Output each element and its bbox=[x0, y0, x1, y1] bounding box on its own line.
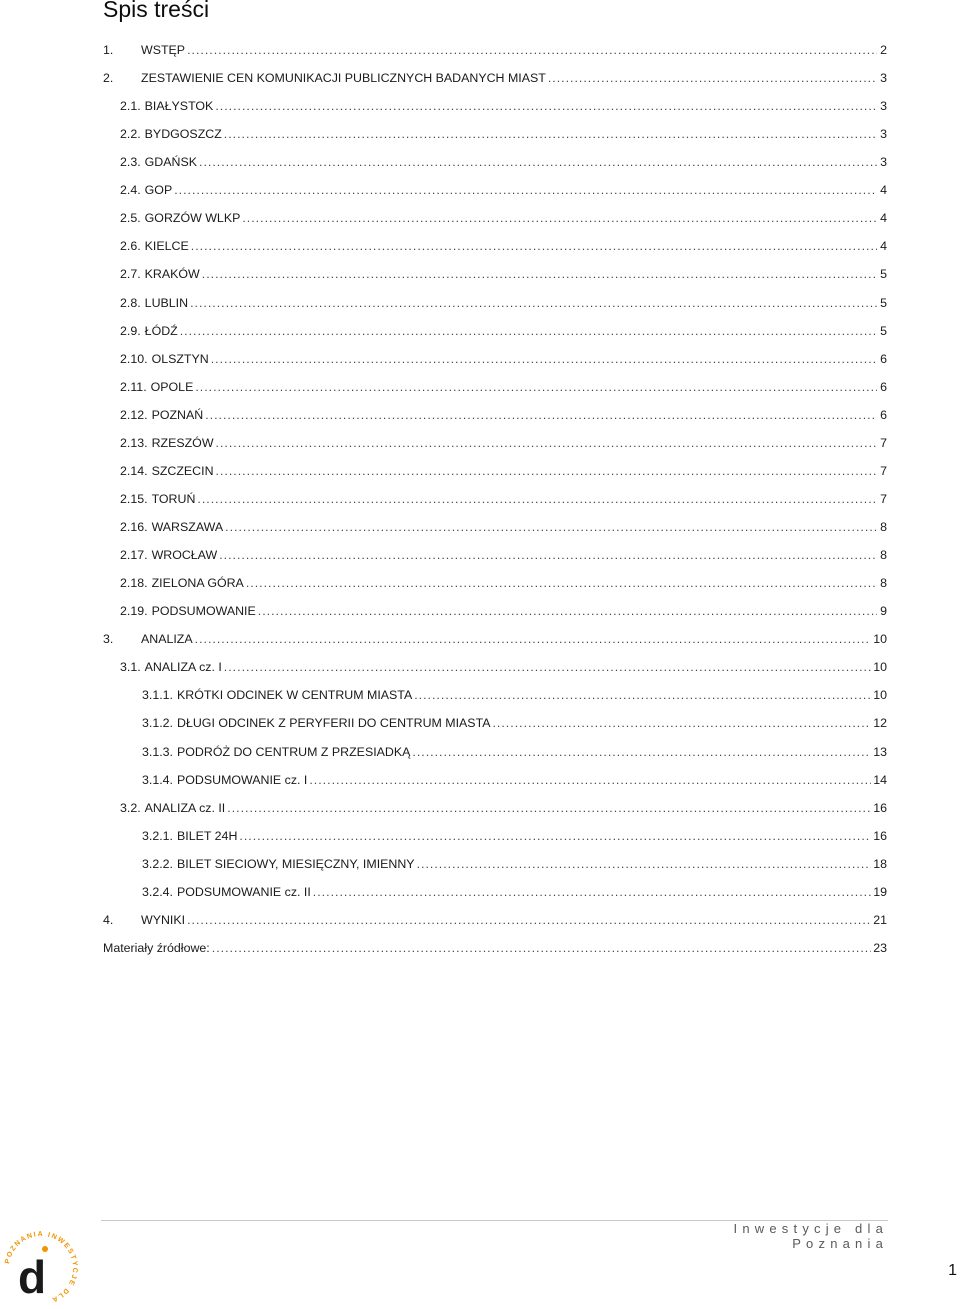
toc-entry-number: 2.6. bbox=[120, 239, 141, 254]
toc-entry[interactable] bbox=[142, 716, 887, 736]
toc-entry-page: 10 bbox=[873, 688, 887, 703]
toc-entry-page: 5 bbox=[880, 267, 887, 282]
toc-entry-page: 10 bbox=[873, 660, 887, 675]
toc-entry-label: PODSUMOWANIE bbox=[151, 604, 256, 619]
toc-entry-number: 2.16. bbox=[120, 520, 148, 535]
toc-entry-label: PODSUMOWANIE cz. II bbox=[177, 884, 311, 899]
toc-entry-number: 3.1.4. bbox=[142, 772, 174, 787]
toc-entry-page: 12 bbox=[873, 716, 887, 731]
toc-leader-dots bbox=[195, 380, 877, 394]
toc-entry-label: WYNIKI bbox=[141, 912, 186, 927]
toc-entry-label: TORUŃ bbox=[151, 491, 196, 506]
toc-leader-dots bbox=[548, 71, 877, 85]
toc-entry-label: WARSZAWA bbox=[151, 520, 224, 535]
toc-entry[interactable] bbox=[120, 604, 887, 624]
toc-entry[interactable] bbox=[142, 857, 887, 877]
toc-leader-dots bbox=[187, 913, 871, 927]
toc-entry-label: ANALIZA cz. I bbox=[144, 660, 222, 675]
toc-entry-label: BIAŁYSTOK bbox=[144, 99, 214, 114]
toc-entry-page: 18 bbox=[873, 856, 887, 871]
toc-entry-label: KIELCE bbox=[144, 239, 189, 254]
toc-leader-dots bbox=[227, 801, 871, 815]
toc-entry-page: 21 bbox=[873, 912, 887, 927]
toc-entry-label: GORZÓW WLKP bbox=[144, 211, 241, 226]
toc-entry-number: 2.3. bbox=[120, 155, 141, 170]
toc-entry[interactable] bbox=[120, 801, 887, 821]
toc-leader-dots bbox=[225, 520, 877, 534]
toc-leader-dots bbox=[174, 183, 877, 197]
toc-entry-number: 3.1.3. bbox=[142, 744, 174, 759]
toc-entry-label: ZESTAWIENIE CEN KOMUNIKACJI PUBLICZNYCH BADANYCH MIAST bbox=[141, 71, 546, 86]
toc-entry-label: BYDGOSZCZ bbox=[144, 127, 222, 142]
toc-entry[interactable] bbox=[120, 576, 887, 596]
toc-entry-page: 3 bbox=[880, 99, 887, 114]
toc-entry-number: 3.2.1. bbox=[142, 828, 174, 843]
toc-entry-number: 3.1. bbox=[120, 660, 141, 675]
toc-entry-number: 3.2. bbox=[120, 800, 141, 815]
toc-entry[interactable] bbox=[103, 913, 887, 933]
toc-entry[interactable] bbox=[120, 352, 887, 372]
page-number: 1 bbox=[948, 1262, 957, 1279]
toc-leader-dots bbox=[242, 211, 877, 225]
toc-entry-label: OLSZTYN bbox=[151, 351, 209, 366]
toc-entry-number: 2.1. bbox=[120, 99, 141, 114]
toc-entry-number: 2.11. bbox=[120, 379, 147, 394]
toc-entry-label: PODRÓŻ DO CENTRUM Z PRZESIADKĄ bbox=[177, 744, 411, 759]
toc-entry[interactable] bbox=[120, 436, 887, 456]
toc-entry[interactable] bbox=[120, 380, 887, 400]
toc-leader-dots bbox=[492, 716, 871, 730]
toc-entry-label: SZCZECIN bbox=[151, 463, 214, 478]
toc-entry[interactable] bbox=[120, 464, 887, 484]
toc-entry-label: KRAKÓW bbox=[144, 267, 200, 282]
toc-entry-page: 4 bbox=[880, 211, 887, 226]
toc-entry[interactable] bbox=[103, 632, 887, 652]
toc-entry-number: 2.5. bbox=[120, 211, 141, 226]
toc-entry[interactable] bbox=[142, 885, 887, 905]
toc-entry[interactable] bbox=[120, 183, 887, 203]
toc-entry-page: 4 bbox=[880, 239, 887, 254]
toc-leader-dots bbox=[309, 773, 871, 787]
toc-entry[interactable] bbox=[103, 43, 887, 63]
toc-entry-page: 6 bbox=[880, 379, 887, 394]
toc-leader-dots bbox=[212, 941, 871, 955]
footer-tagline: Inwestycje dla Poznania bbox=[733, 1221, 888, 1251]
toc-entry-page: 6 bbox=[880, 351, 887, 366]
toc-entry-page: 16 bbox=[873, 800, 887, 815]
toc-entry-number: 2.19. bbox=[120, 604, 148, 619]
toc-entry-number: 2.18. bbox=[120, 576, 148, 591]
toc-entry-label: BILET SIECIOWY, MIESIĘCZNY, IMIENNY bbox=[177, 856, 415, 871]
toc-entry-number: 2.15. bbox=[120, 491, 148, 506]
toc-leader-dots bbox=[191, 239, 877, 253]
toc-entry-number: 2.13. bbox=[120, 435, 148, 450]
toc-leader-dots bbox=[180, 324, 877, 338]
toc-entry-label: POZNAŃ bbox=[151, 407, 204, 422]
toc-entry-page: 3 bbox=[880, 155, 887, 170]
toc-entry-page: 13 bbox=[873, 744, 887, 759]
toc-entry-number: 3.2.2. bbox=[142, 856, 174, 871]
toc-entry[interactable] bbox=[142, 829, 887, 849]
toc-entry-label: BILET 24H bbox=[177, 828, 238, 843]
toc-entry-number: 2.17. bbox=[120, 548, 148, 563]
toc-entry-number: 2.8. bbox=[120, 295, 141, 310]
toc-entry[interactable] bbox=[142, 773, 887, 793]
toc-entry-number: 3. bbox=[103, 632, 114, 647]
toc-entry-number: 3.1.2. bbox=[142, 716, 174, 731]
page-title: Spis treści bbox=[103, 0, 210, 22]
toc-leader-dots bbox=[216, 436, 877, 450]
toc-entry-label: DŁUGI ODCINEK Z PERYFERII DO CENTRUM MIASTA bbox=[177, 716, 491, 731]
toc-entry[interactable] bbox=[142, 745, 887, 765]
toc-leader-dots bbox=[195, 632, 872, 646]
toc-entry-page: 2 bbox=[880, 43, 887, 57]
toc-entry-label: RZESZÓW bbox=[151, 435, 214, 450]
toc-entry-number: 4. bbox=[103, 912, 114, 927]
toc-entry-page: 8 bbox=[880, 548, 887, 563]
toc-entry-label: ŁÓDŹ bbox=[144, 323, 178, 338]
toc-leader-dots bbox=[205, 408, 877, 422]
toc-entry[interactable] bbox=[103, 71, 887, 91]
toc-entry-number: 2.4. bbox=[120, 183, 141, 198]
toc-leader-dots bbox=[215, 99, 877, 113]
toc-leader-dots bbox=[190, 296, 877, 310]
toc-entry-number: 3.1.1. bbox=[142, 688, 174, 703]
toc-leader-dots bbox=[239, 829, 871, 843]
toc-entry[interactable] bbox=[120, 660, 887, 680]
toc-entry-page: 16 bbox=[873, 828, 887, 843]
toc-leader-dots bbox=[258, 604, 877, 618]
toc-entry-label: ZIELONA GÓRA bbox=[151, 576, 244, 591]
toc-entry[interactable] bbox=[120, 520, 887, 540]
toc-entry-label: WSTĘP bbox=[141, 43, 186, 57]
toc-entry-page: 19 bbox=[873, 884, 887, 899]
toc-entry-page: 5 bbox=[880, 323, 887, 338]
toc-entry-page: 7 bbox=[880, 491, 887, 506]
toc-leader-dots bbox=[224, 660, 871, 674]
toc-entry-number: 2.9. bbox=[120, 323, 141, 338]
toc-entry-label: GDAŃSK bbox=[144, 155, 197, 170]
toc-entry[interactable] bbox=[103, 941, 887, 961]
toc-leader-dots bbox=[313, 885, 871, 899]
logo-ring-text: POZNANIA INWESTYCJE DLA bbox=[4, 1230, 79, 1304]
toc-entry-page: 14 bbox=[873, 772, 887, 787]
toc-entry-page: 8 bbox=[880, 576, 887, 591]
toc-leader-dots bbox=[219, 548, 877, 562]
toc-leader-dots bbox=[202, 267, 877, 281]
toc-entry-page: 6 bbox=[880, 407, 887, 422]
toc-entry-page: 7 bbox=[880, 463, 887, 478]
toc-entry-label: ANALIZA cz. II bbox=[144, 800, 226, 815]
toc-leader-dots bbox=[187, 43, 877, 57]
toc-entry-label: WROCŁAW bbox=[151, 548, 218, 563]
toc-entry-page: 3 bbox=[880, 127, 887, 142]
toc-entry[interactable] bbox=[120, 155, 887, 175]
logo-letter: d bbox=[18, 1251, 47, 1303]
toc-entry[interactable] bbox=[120, 408, 887, 428]
toc-leader-dots bbox=[417, 857, 872, 871]
toc-entry[interactable] bbox=[120, 492, 887, 512]
toc-entry-label: OPOLE bbox=[150, 379, 194, 394]
toc-entry[interactable] bbox=[120, 296, 887, 316]
toc-leader-dots bbox=[197, 492, 877, 506]
toc-entry-page: 5 bbox=[880, 295, 887, 310]
toc-entry-number: 2.12. bbox=[120, 407, 148, 422]
toc-entry-label: ANALIZA bbox=[141, 632, 193, 647]
toc-entry-label: PODSUMOWANIE cz. I bbox=[177, 772, 308, 787]
toc-entry-number: 2. bbox=[103, 71, 114, 86]
toc-entry-number: 2.7. bbox=[120, 267, 141, 282]
toc-entry[interactable] bbox=[120, 99, 887, 119]
toc-entry[interactable] bbox=[120, 267, 887, 287]
toc-entry[interactable] bbox=[120, 239, 887, 259]
toc-entry-page: 4 bbox=[880, 183, 887, 198]
toc-entry[interactable] bbox=[120, 324, 887, 344]
toc-entry-page: 8 bbox=[880, 520, 887, 535]
toc-entry-label: LUBLIN bbox=[144, 295, 189, 310]
toc-leader-dots bbox=[224, 127, 877, 141]
toc-entry[interactable] bbox=[120, 211, 887, 231]
toc-entry-number: 1. bbox=[103, 43, 114, 57]
inwestycje-dla-poznania-logo bbox=[0, 1227, 82, 1309]
toc-entry-number: 2.10. bbox=[120, 351, 148, 366]
toc-entry[interactable] bbox=[120, 548, 887, 568]
toc-entry-page: 3 bbox=[880, 71, 887, 86]
toc-entry-label: KRÓTKI ODCINEK W CENTRUM MIASTA bbox=[177, 688, 413, 703]
toc-entry-number: 2.2. bbox=[120, 127, 141, 142]
toc-entry-page: 23 bbox=[873, 940, 887, 955]
toc-entry-page: 10 bbox=[873, 632, 887, 647]
toc-entry[interactable] bbox=[142, 688, 887, 708]
toc-leader-dots bbox=[211, 352, 877, 366]
toc-entry-number: 3.2.4. bbox=[142, 884, 174, 899]
toc-entry-label: Materiały źródłowe: bbox=[103, 940, 210, 955]
toc-leader-dots bbox=[216, 464, 877, 478]
toc-leader-dots bbox=[246, 576, 877, 590]
toc-entry-page: 7 bbox=[880, 435, 887, 450]
toc-entry-label: GOP bbox=[144, 183, 173, 198]
toc-entry-page: 9 bbox=[880, 604, 887, 619]
toc-leader-dots bbox=[199, 155, 877, 169]
toc-leader-dots bbox=[412, 745, 871, 759]
toc-entry-number: 2.14. bbox=[120, 463, 148, 478]
toc-leader-dots bbox=[414, 688, 871, 702]
toc-entry[interactable] bbox=[120, 127, 887, 147]
